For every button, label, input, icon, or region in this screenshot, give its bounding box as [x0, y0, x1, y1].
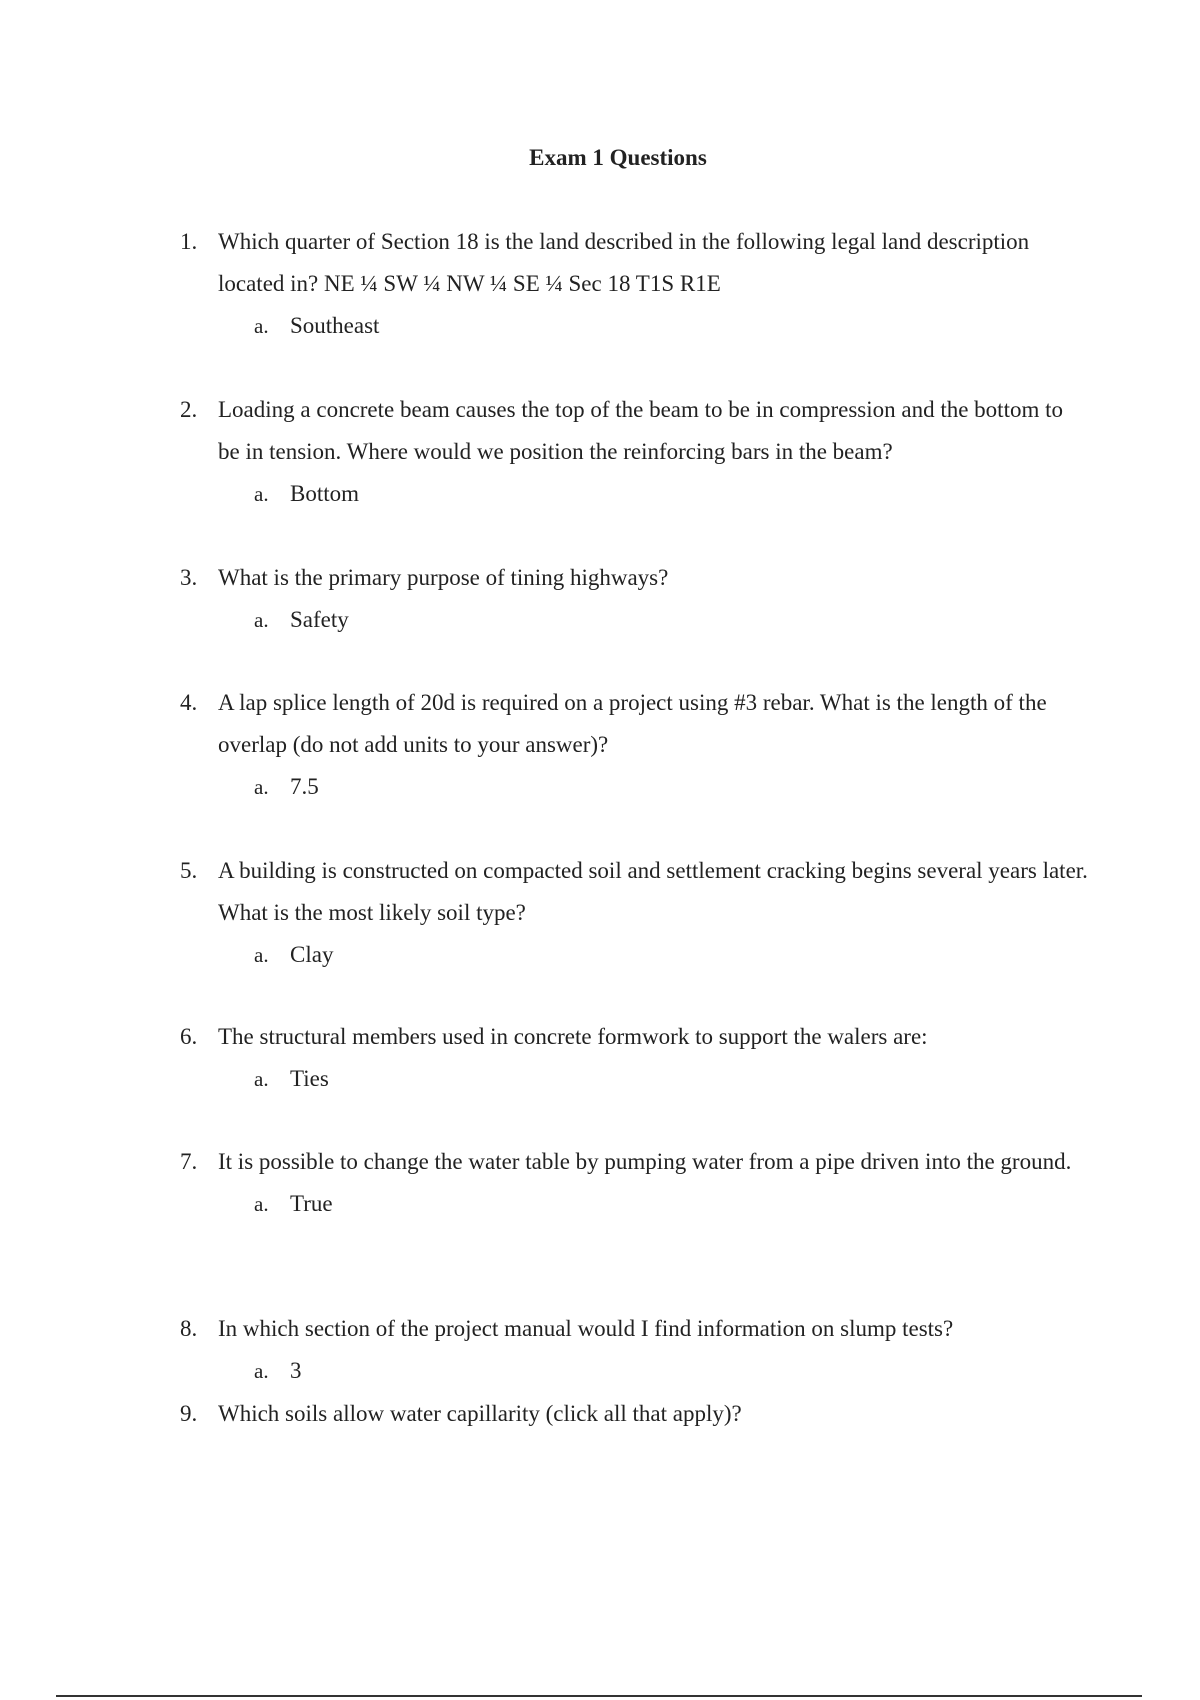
answer-letter: a.	[254, 1359, 269, 1383]
answer-letter: a.	[254, 608, 269, 632]
question-1	[180, 221, 1090, 347]
question-number: 5.	[180, 858, 198, 883]
question-number: 4.	[180, 690, 198, 715]
question-4	[180, 682, 1090, 808]
answer-text: True	[290, 1191, 333, 1216]
question-number: 6.	[180, 1024, 198, 1049]
question-8	[180, 1308, 1090, 1392]
answer-text: Safety	[290, 607, 349, 632]
answer-option	[254, 1350, 1090, 1392]
question-number: 8.	[180, 1316, 198, 1341]
question-text: A lap splice length of 20d is required on a project using #3 rebar. What is the length of the overlap (do not add units to your answer)?	[218, 690, 1047, 757]
answer-letter: a.	[254, 1192, 269, 1216]
question-2	[180, 389, 1090, 515]
answer-letter: a.	[254, 1067, 269, 1091]
answer-option	[254, 1183, 1090, 1225]
question-text: What is the primary purpose of tining highways?	[218, 565, 669, 590]
answer-option	[254, 766, 1090, 808]
page-title: Exam 1 Questions	[529, 145, 707, 170]
answer-option	[254, 934, 1090, 976]
answer-text: 7.5	[290, 774, 319, 799]
footer-divider	[56, 1695, 1142, 1697]
answer-letter: a.	[254, 314, 269, 338]
question-6	[180, 1016, 1090, 1100]
answer-text: Clay	[290, 942, 334, 967]
question-7	[180, 1141, 1090, 1225]
answer-letter: a.	[254, 775, 269, 799]
question-text: Which quarter of Section 18 is the land described in the following legal land description located in? NE ¼ SW ¼ NW ¼ SE ¼ Sec 18 T1S R1E	[218, 229, 1030, 296]
question-text: It is possible to change the water table by pumping water from a pipe driven into the ground.	[218, 1149, 1072, 1174]
answer-option	[254, 473, 1090, 515]
question-text: The structural members used in concrete formwork to support the walers are:	[218, 1024, 928, 1049]
answer-option	[254, 1058, 1090, 1100]
question-9	[180, 1393, 1090, 1435]
answer-letter: a.	[254, 482, 269, 506]
question-5	[180, 850, 1090, 976]
answer-text: Bottom	[290, 481, 360, 506]
answer-option	[254, 599, 1090, 641]
answer-text: Southeast	[290, 313, 380, 338]
question-text: In which section of the project manual would I find information on slump tests?	[218, 1316, 954, 1341]
question-text: Loading a concrete beam causes the top of the beam to be in compression and the bottom to be in tension. Where would we position the reinforcing bars in the beam?	[218, 397, 1063, 464]
answer-text: 3	[290, 1358, 302, 1383]
question-number: 3.	[180, 565, 198, 590]
question-text: Which soils allow water capillarity (click all that apply)?	[218, 1401, 742, 1426]
question-3	[180, 557, 1090, 641]
answer-text: Ties	[290, 1066, 329, 1091]
question-number: 1.	[180, 229, 198, 254]
question-number: 9.	[180, 1401, 198, 1426]
question-number: 7.	[180, 1149, 198, 1174]
question-text: A building is constructed on compacted soil and settlement cracking begins several years later. What is the most likely soil type?	[218, 858, 1088, 925]
answer-option	[254, 305, 1090, 347]
answer-letter: a.	[254, 943, 269, 967]
question-number: 2.	[180, 397, 198, 422]
